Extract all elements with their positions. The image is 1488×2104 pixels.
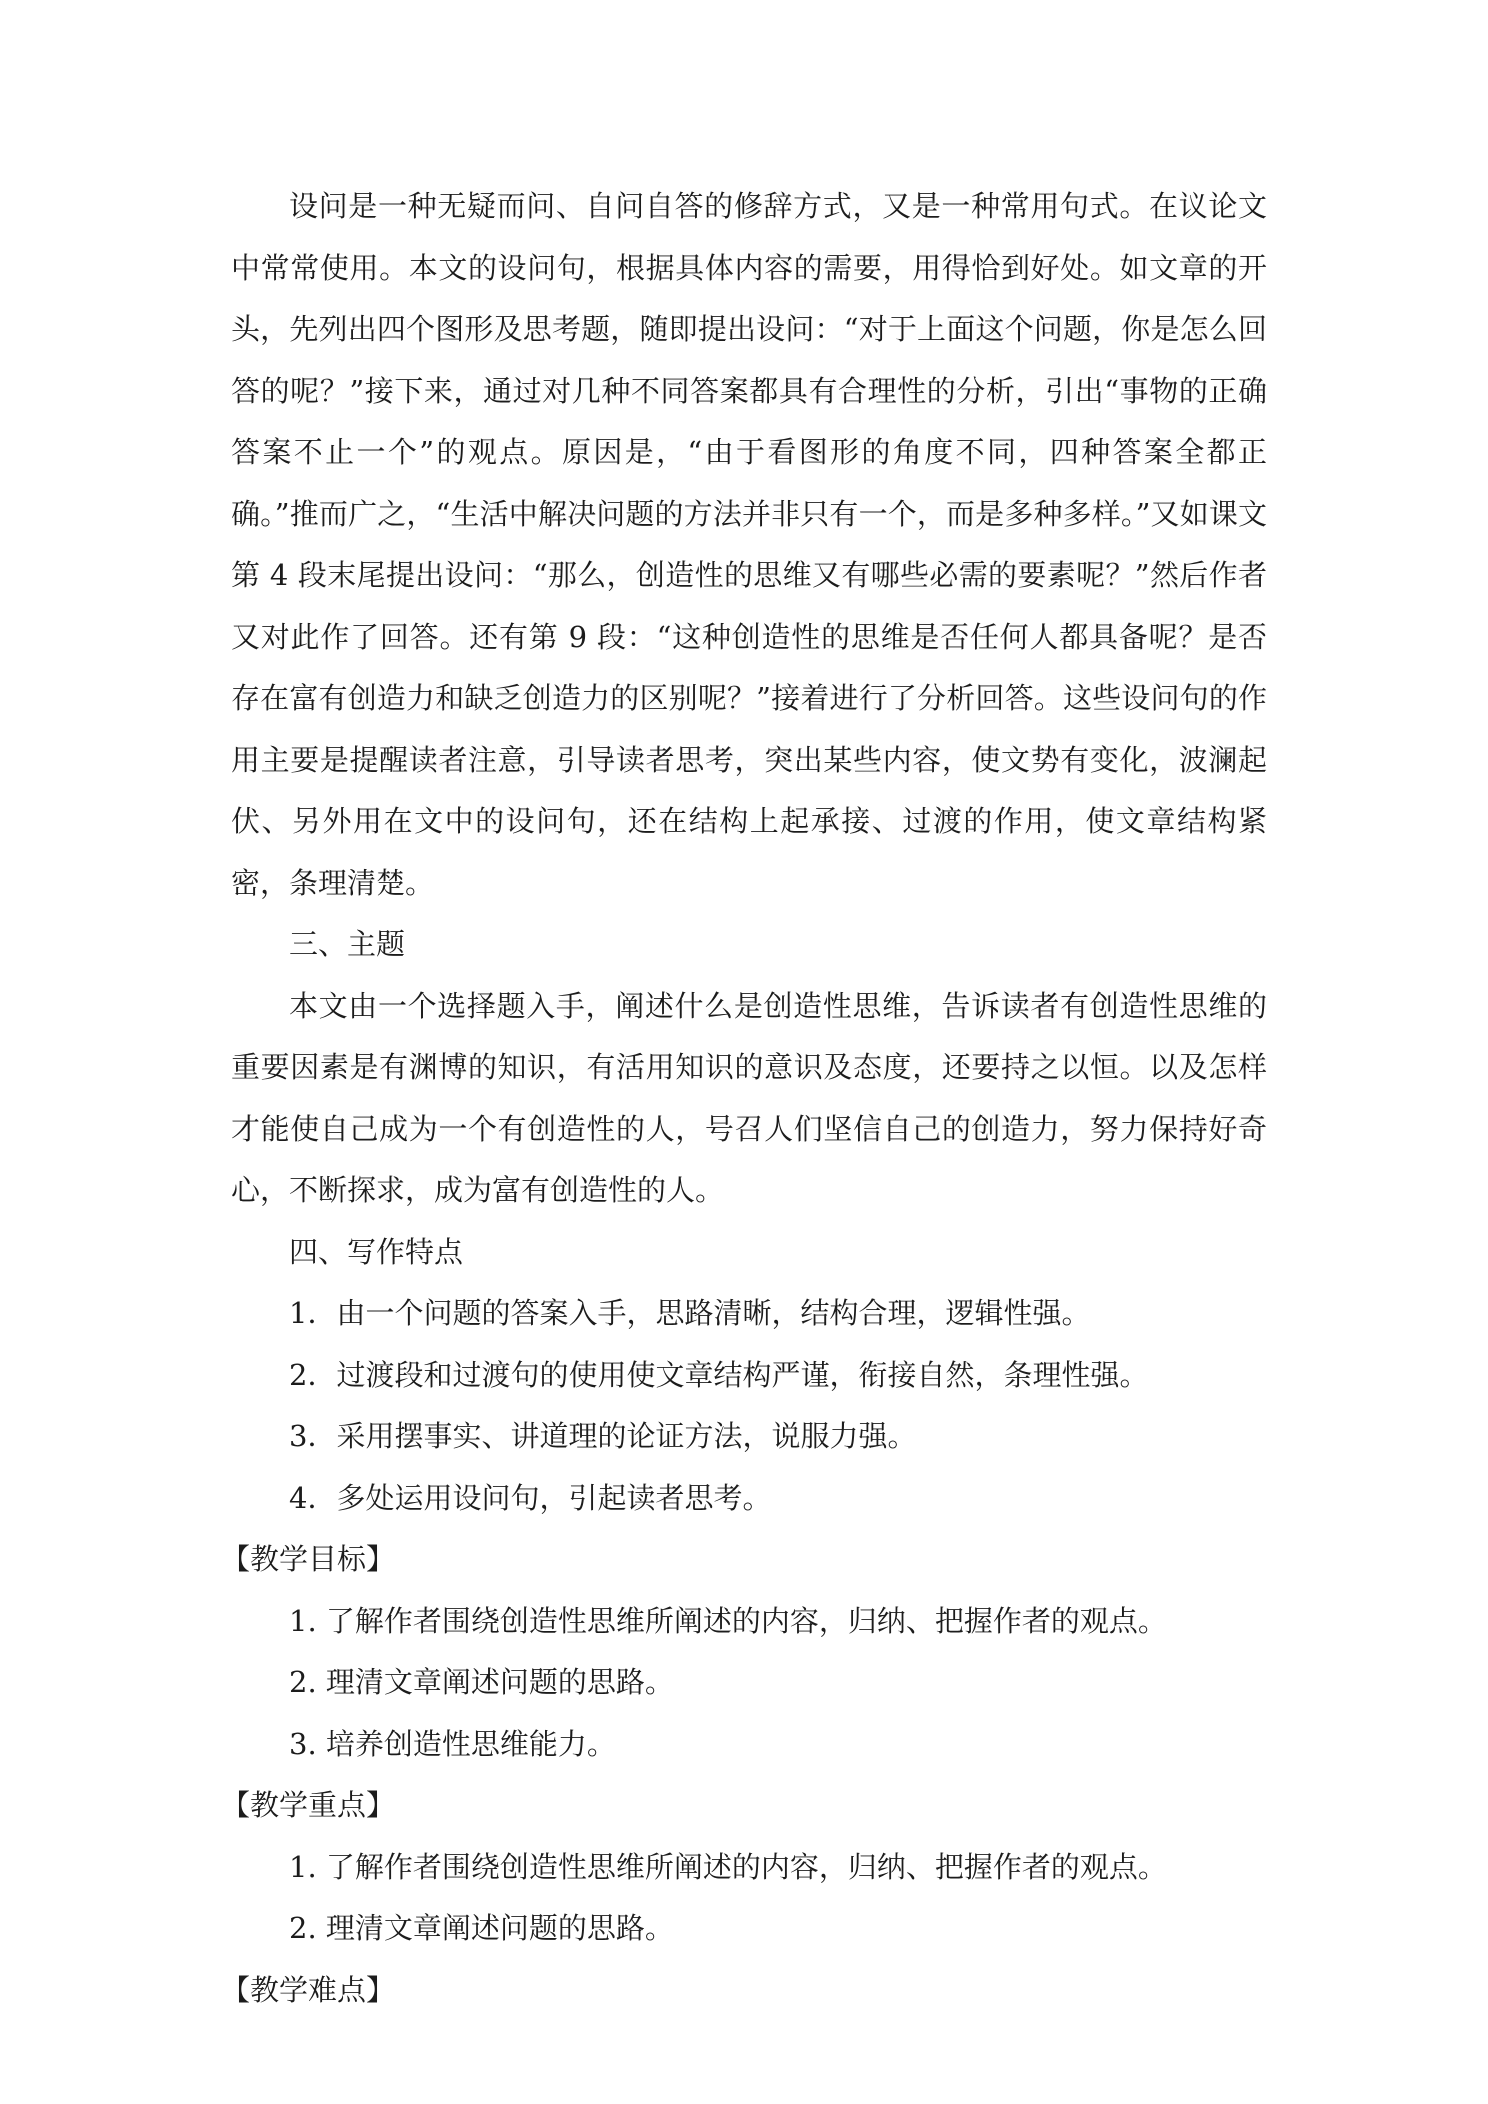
feature-item: 3．采用摆事实、讲道理的论证方法，说服力强。 [289,1419,917,1453]
teaching-difficulty-heading: 【教学难点】 [221,1972,396,2007]
teaching-focus-heading: 【教学重点】 [221,1788,396,1822]
feature-item: 4．多处运用设问句，引起读者思考。 [289,1480,772,1515]
feature-item: 2．过渡段和过渡句的使用使文章结构严谨，衔接自然，条理性强。 [289,1357,1149,1392]
section-heading-writing-features: 四、写作特点 [289,1234,464,1269]
teaching-goal-item: 1. 了解作者围绕创造性思维所阐述的内容，归纳、把握作者的观点。 [289,1603,1167,1638]
rhetorical-question-paragraph: 设问是一种无疑而问、自问自答的修辞方式，又是一种常用句式。在议论文中常常使用。本文的设问句，根据具体内容的需要，用得恰到好处。如文章的开头，先列出四个图形及思考题，随即提出设问：“对于上面这个问题，你是怎么回答的呢？”接下来，通过对几种不同答案都具有合理性的分析，引出“事物的正确答案不止一个”的观点。原因是，“由于看图形的角度不同，四种答案全都正确。”推而广之，“生活中解决问题的方法并非只有一个，而是多种多样。”又如课文第 4 段末尾提出设问：“那么，创造性的思维又有哪些必需的要素呢？”然后作者又对此作了回答。还有第 9 段：“这种创造性的思维是否任何人都具备呢？是否存在富有创造力和缺乏创造力的区别呢？”接着进行了分析回答。这些设问句的作用主要是提醒读者注意，引导读者思考，突出某些内容，使文势有变化，波澜起伏、另外用在文中的设问句，还在结构上起承接、过渡的作用，使文章结构紧密，条理清楚。 [231,189,1267,900]
document-body [221,176,1267,2021]
teaching-goals-heading: 【教学目标】 [221,1542,396,1576]
teaching-focus-item: 1. 了解作者围绕创造性思维所阐述的内容，归纳、把握作者的观点。 [289,1849,1167,1884]
feature-item: 1．由一个问题的答案入手，思路清晰，结构合理，逻辑性强。 [289,1296,1091,1330]
teaching-goal-item: 3. 培养创造性思维能力。 [289,1726,616,1761]
theme-paragraph: 本文由一个选择题入手，阐述什么是创造性思维，告诉读者有创造性思维的重要因素是有渊博的知识，有活用知识的意识及态度，还要持之以恒。以及怎样才能使自己成为一个有创造性的人，号召人们坚信自己的创造力，努力保持好奇心，不断探求，成为富有创造性的人。 [231,988,1267,1207]
teaching-goal-item: 2. 理清文章阐述问题的思路。 [289,1665,674,1699]
teaching-focus-item: 2. 理清文章阐述问题的思路。 [289,1911,674,1945]
section-heading-theme: 三、主题 [289,927,406,961]
